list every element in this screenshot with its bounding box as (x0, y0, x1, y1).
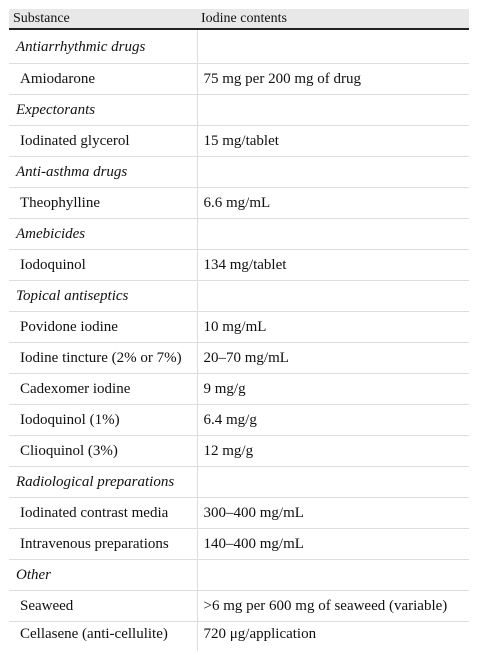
category-label: Amebicides (9, 219, 197, 250)
category-row (9, 281, 469, 312)
iodine-content-table-container (9, 9, 469, 651)
iodine-content-cell: 134 mg/tablet (197, 250, 469, 281)
substance-cell: Cellasene (anti-cellulite) (20, 626, 168, 642)
substance-cell: Amiodarone (9, 64, 197, 95)
table-row (9, 312, 469, 343)
substance-cell: Seaweed (9, 591, 197, 622)
substance-cell: Povidone iodine (9, 312, 197, 343)
category-row (9, 467, 469, 498)
category-label: Topical antiseptics (9, 281, 197, 312)
category-empty-cell (197, 467, 469, 498)
table-row (9, 343, 469, 374)
table-row (9, 591, 469, 622)
iodine-content-cell: 6.4 mg/g (197, 405, 469, 436)
iodine-content-cell: 9 mg/g (197, 374, 469, 405)
substance-cell: Theophylline (9, 188, 197, 219)
iodine-content-cell: 300–400 mg/mL (197, 498, 469, 529)
header-substance: Substance (9, 9, 197, 29)
iodine-content-cell: 12 mg/g (197, 436, 469, 467)
table-row (9, 622, 469, 652)
table-row (9, 188, 469, 219)
category-label: Antiarrhythmic drugs (9, 29, 197, 64)
category-empty-cell (197, 95, 469, 126)
category-empty-cell (197, 219, 469, 250)
iodine-content-cell: 720 μg/application (197, 622, 469, 652)
substance-cell: Iodoquinol (9, 250, 197, 281)
category-row (9, 95, 469, 126)
category-row (9, 157, 469, 188)
iodine-content-cell: >6 mg per 600 mg of seaweed (variable) (197, 591, 469, 622)
category-row (9, 29, 469, 64)
substance-cell: Intravenous preparations (9, 529, 197, 560)
substance-cell: Iodinated contrast media (9, 498, 197, 529)
table-row (9, 405, 469, 436)
substance-cell: Iodoquinol (1%) (9, 405, 197, 436)
category-label: Radiological preparations (9, 467, 197, 498)
table-row (9, 529, 469, 560)
table-header (9, 9, 469, 29)
substance-cell: Iodine tincture (2% or 7%) (9, 343, 197, 374)
iodine-content-cell: 15 mg/tablet (197, 126, 469, 157)
table-row (9, 374, 469, 405)
substance-cell: Clioquinol (3%) (9, 436, 197, 467)
category-empty-cell (197, 281, 469, 312)
category-label: Other (9, 560, 197, 591)
iodine-content-cell: 10 mg/mL (197, 312, 469, 343)
table-body (9, 29, 469, 651)
table-row (9, 498, 469, 529)
table-row (9, 126, 469, 157)
category-label: Anti-asthma drugs (9, 157, 197, 188)
table-row (9, 64, 469, 95)
category-row (9, 560, 469, 591)
iodine-content-cell: 140–400 mg/mL (197, 529, 469, 560)
category-empty-cell (197, 157, 469, 188)
table-row (9, 436, 469, 467)
category-empty-cell (197, 29, 469, 64)
iodine-content-cell: 20–70 mg/mL (197, 343, 469, 374)
iodine-content-cell: 75 mg per 200 mg of drug (197, 64, 469, 95)
category-row (9, 219, 469, 250)
substance-cell: Iodinated glycerol (9, 126, 197, 157)
header-iodine-contents: Iodine contents (197, 9, 469, 29)
iodine-content-table (9, 9, 469, 651)
header-row (9, 9, 469, 29)
iodine-content-cell: 6.6 mg/mL (197, 188, 469, 219)
table-row (9, 250, 469, 281)
category-label: Expectorants (9, 95, 197, 126)
category-empty-cell (197, 560, 469, 591)
substance-cell: Cadexomer iodine (9, 374, 197, 405)
